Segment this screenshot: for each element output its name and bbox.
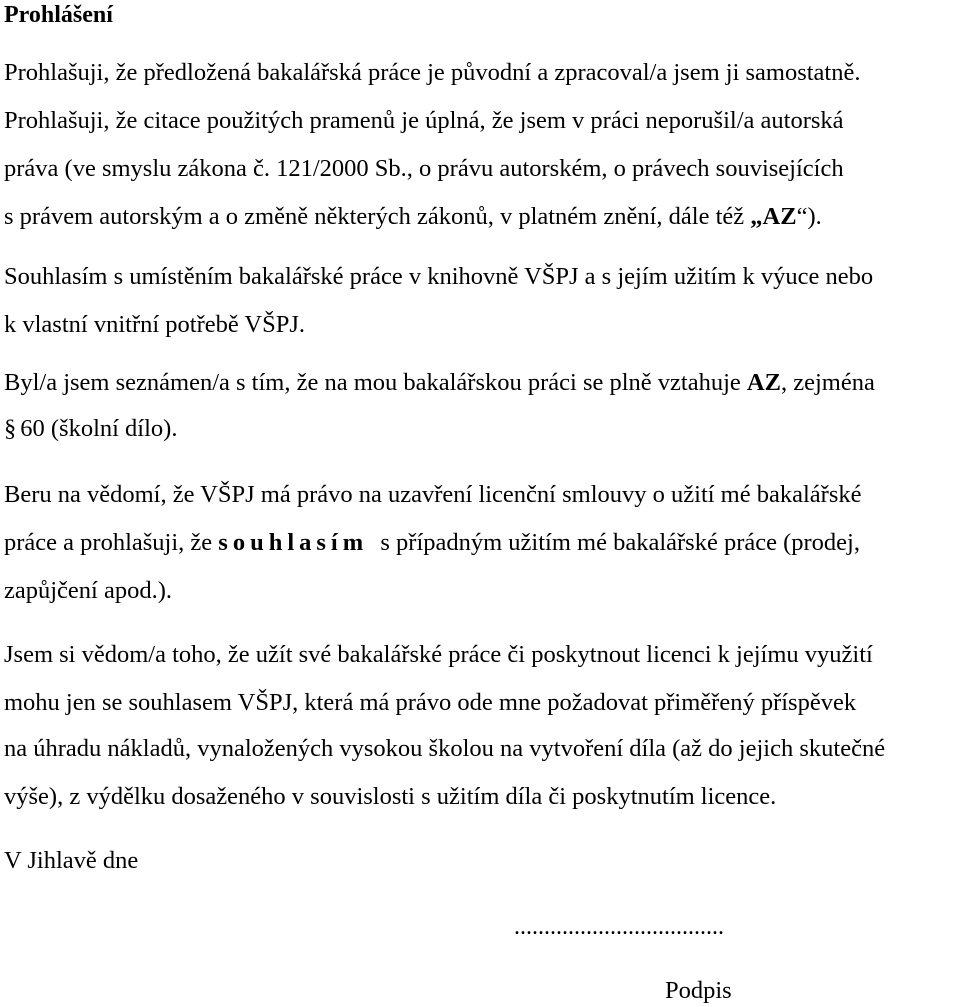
paragraph-line: Jsem si vědom/a toho, že užít své bakalářské práce či poskytnout licenci k jejímu využití bbox=[4, 641, 873, 668]
paragraph-line bbox=[4, 202, 822, 232]
quote-open: „ bbox=[750, 203, 763, 230]
paragraph-line: k vlastní vnitřní potřebě VŠPJ. bbox=[4, 311, 306, 338]
text-segment: s případným užitím mé bakalářské práce (prodej, bbox=[368, 529, 860, 556]
az-abbreviation: AZ bbox=[762, 203, 797, 230]
paragraph-line: Prohlašuji, že předložená bakalářská práce je původní a zpracoval/a jsem ji samostatně. bbox=[4, 59, 861, 86]
text-segment: , zejména bbox=[780, 369, 875, 396]
paragraph-line: Beru na vědomí, že VŠPJ má právo na uzavření licenční smlouvy o užití mé bakalářské bbox=[4, 481, 862, 508]
quote-close: “). bbox=[796, 203, 822, 230]
text-segment: práce a prohlašuji, že bbox=[4, 529, 219, 556]
paragraph-line: Souhlasím s umístěním bakalářské práce v knihovně VŠPJ a s jejím užitím k výuce nebo bbox=[4, 263, 874, 290]
place-date-label: V Jihlavě dne bbox=[4, 847, 139, 874]
az-abbreviation: AZ bbox=[746, 369, 781, 396]
paragraph-line: na úhradu nákladů, vynaložených vysokou školou na vytvoření díla (až do jejich skutečné bbox=[4, 735, 886, 762]
paragraph-line bbox=[4, 414, 177, 444]
paragraph-line: práva (ve smyslu zákona č. 121/2000 Sb., o právu autorském, o právech souvisejících bbox=[4, 155, 844, 182]
paragraph-line: Prohlašuji, že citace použitých pramenů je úplná, že jsem v práci neporušil/a autorská bbox=[4, 107, 844, 134]
text-segment: 60 (školní dílo). bbox=[20, 415, 178, 442]
section-sign: § bbox=[4, 415, 17, 442]
paragraph-line bbox=[4, 368, 875, 398]
paragraph-line: zapůjčení apod.). bbox=[4, 577, 173, 604]
text-segment: s právem autorským a o změně některých zákonů, v platném znění, dále též bbox=[4, 203, 751, 230]
consent-word: souhlasím bbox=[218, 529, 369, 556]
signature-label: Podpis bbox=[665, 977, 732, 1004]
paragraph-line: mohu jen se souhlasem VŠPJ, která má právo ode mne požadovat přiměřený příspěvek bbox=[4, 689, 857, 716]
text-segment: Byl/a jsem seznámen/a s tím, že na mou bakalářskou práci se plně vztahuje bbox=[4, 369, 747, 396]
paragraph-line bbox=[4, 528, 860, 558]
signature-line: ................................... bbox=[514, 914, 724, 940]
page-title: Prohlášení bbox=[4, 2, 113, 28]
paragraph-line: výše), z výdělku dosaženého v souvislosti s užitím díla či poskytnutím licence. bbox=[4, 783, 777, 810]
